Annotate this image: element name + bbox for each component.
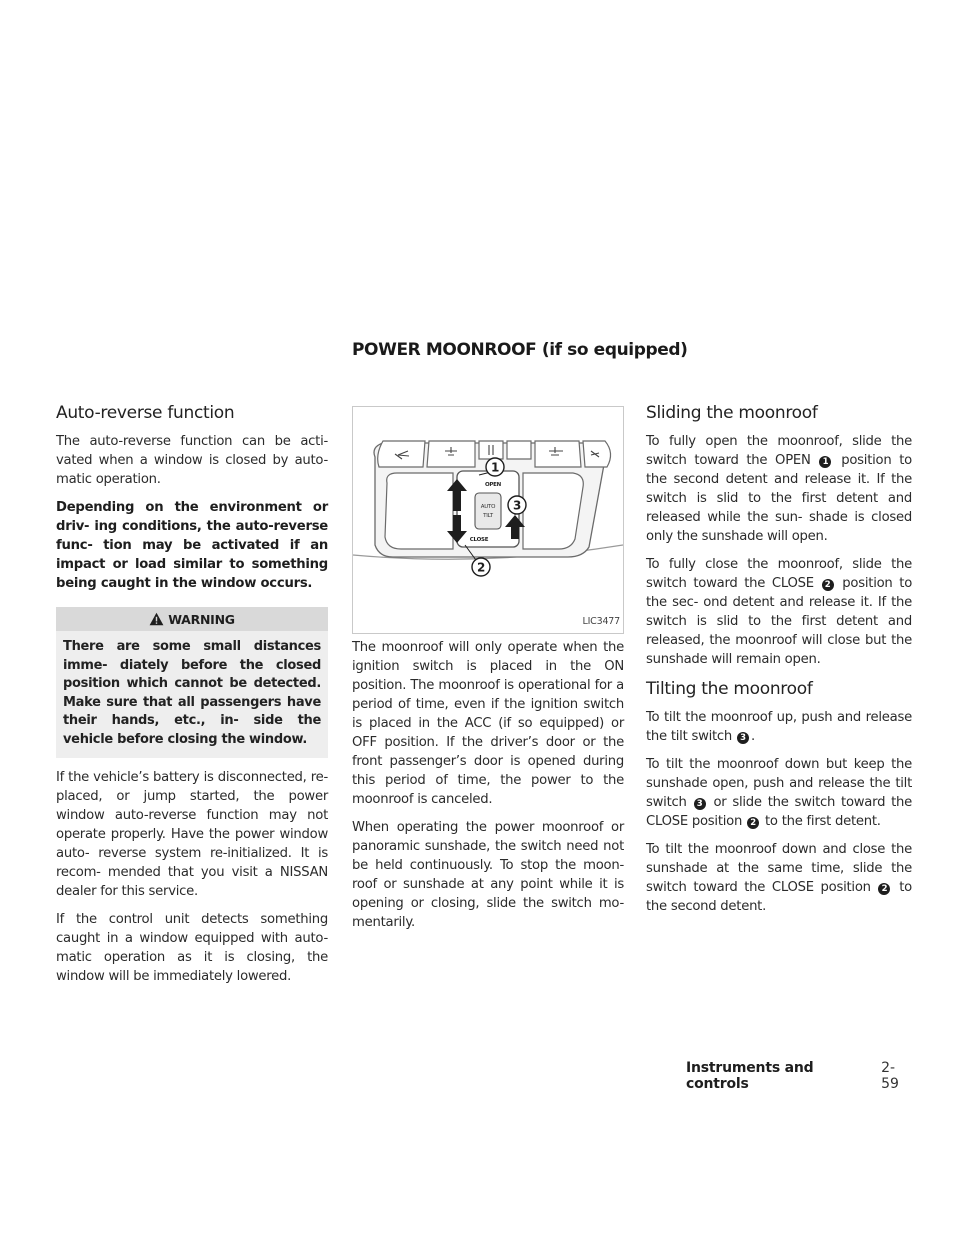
left-column: [56, 400, 328, 995]
warning-header: [56, 607, 328, 631]
middle-column: [352, 406, 624, 941]
moonroof-switch-figure: [352, 406, 624, 634]
page-number: 2-59: [881, 1060, 899, 1092]
tilt-down-open-paragraph: To tilt the moonroof down but keep the sunshade open, push and release the tilt switch 3 or slide the switch toward the CLOSE position 2 to the first detent.: [646, 757, 912, 829]
page-footer: [686, 1060, 912, 1092]
operation-paragraph: The moonroof will only operate when the ignition switch is placed in the ON position. The moonroof is operational for a period of time, even if the ignition switch is placed in the ACC (if so equipped) or OFF position. If the driver’s door or the front passenger’s door is opened during this period of time, the power to the moonroof is canceled.: [352, 640, 624, 807]
warning-icon: [149, 612, 164, 626]
slide-open-paragraph: To fully open the moonroof, slide the switch toward the OPEN 1 position to the second detent and release it. If the switch is slid to the first detent and released while the sun- shade is closed only the sunshade will open.: [646, 434, 912, 544]
footer-section-label: Instruments and controls: [686, 1060, 814, 1092]
battery-paragraph: If the vehicle’s battery is disconnected, re- placed, or jump started, the power window auto-reverse function may not operate properly. Have the power window auto- reverse system re-initialized. It is recom- mended that you visit a NISSAN dealer for this service.: [56, 769, 328, 899]
control-unit-paragraph: If the control unit detects something caught in a window equipped with auto- matic operation as it is closing, the window will be immediately lowered.: [56, 911, 328, 984]
close-label: CLOSE: [469, 537, 489, 543]
right-column: [646, 400, 912, 925]
warning-text: There are some small distances imme- diately before the closed position which cannot be detected. Make sure that all passengers have their hands, etc., in- side the vehicle before closing the window.: [56, 631, 328, 758]
auto-reverse-notice: Depending on the environment or driv- ing conditions, the auto-reverse func- tion may be activated if an impact or load similar to something being caught in the window occurs.: [56, 500, 328, 591]
callout-3-ref: 3: [737, 732, 749, 744]
auto-reverse-intro: The auto-reverse function can be acti- vated when a window is closed by auto- matic operation.: [56, 434, 328, 487]
callout-2-ref: 2: [878, 883, 890, 895]
callout-1-ref: 1: [819, 456, 831, 468]
continuous-paragraph: When operating the power moonroof or panoramic sunshade, the switch need not be held continuously. To stop the moon- roof or sunshade at any point while it is opening or closing, slide the switch mo- mentarily.: [352, 820, 624, 930]
svg-text:2: 2: [476, 560, 486, 575]
tilt-top-label: AUTO: [480, 504, 496, 510]
section-title: POWER MOONROOF (if so equipped): [352, 340, 688, 360]
tilt-label: TILT: [483, 513, 493, 519]
callout-2-ref: 2: [822, 579, 834, 591]
open-label: OPEN: [484, 482, 502, 488]
sliding-heading: Sliding the moonroof: [646, 403, 818, 423]
warning-label: WARNING: [168, 611, 235, 627]
tilting-heading: Tilting the moonroof: [646, 679, 813, 699]
callout-2-ref: 2: [747, 817, 759, 829]
figure-code: LIC3477: [582, 616, 620, 627]
auto-reverse-heading: Auto-reverse function: [56, 403, 235, 423]
warning-box: [56, 607, 328, 758]
tilt-up-paragraph: To tilt the moonroof up, push and release the tilt switch 3 .: [646, 710, 912, 744]
callout-3: [508, 496, 526, 515]
tilt-down-close-paragraph: To tilt the moonroof down and close the sunshade at the same time, slide the switch toward the CLOSE position 2 to the second detent.: [646, 842, 912, 914]
svg-text:3: 3: [512, 498, 522, 513]
callout-3-ref: 3: [694, 798, 706, 810]
slide-close-paragraph: To fully close the moonroof, slide the switch toward the CLOSE 2 position to the sec- ond detent and release it. If the switch is slid to the first detent and released, the moonroof will close but the sunshade will remain open.: [646, 557, 913, 667]
svg-text:1: 1: [490, 460, 500, 475]
moonroof-switch-illustration: [353, 407, 623, 633]
